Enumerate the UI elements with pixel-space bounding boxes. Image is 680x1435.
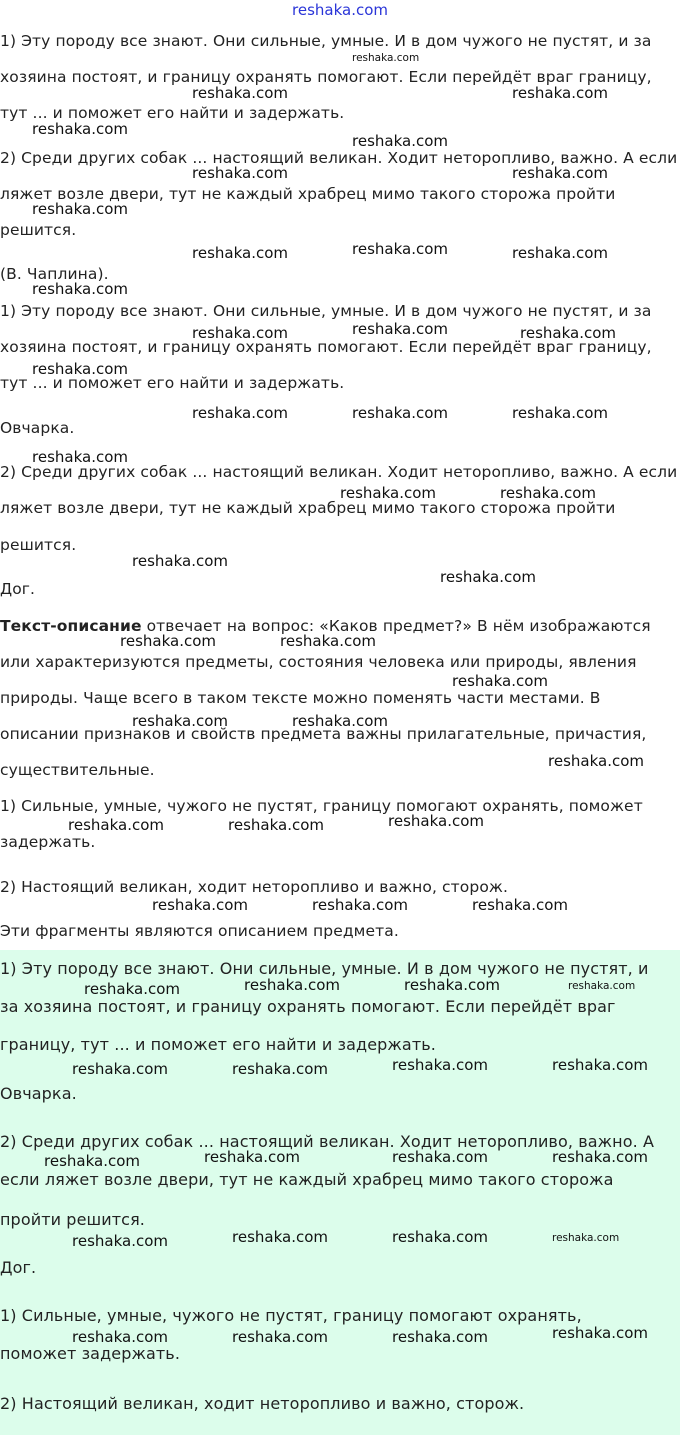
text-line: 2) Среди других собак ... настоящий великан. Ходит неторопливо, важно. А если [0,463,678,481]
watermark: reshaka.com [552,1148,648,1166]
watermark: reshaka.com [44,1152,140,1170]
text-line: 2) Настоящий великан, ходит неторопливо и важно, сторож. [0,878,509,896]
watermark: reshaka.com [440,568,536,586]
text-line: тут ... и поможет его найти и задержать. [0,374,345,392]
watermark: reshaka.com [352,132,448,150]
watermark: reshaka.com [392,1328,488,1346]
watermark: reshaka.com [512,404,608,422]
text-line: решится. [0,536,77,554]
watermark: reshaka.com [84,980,180,998]
text-line: ляжет возле двери, тут не каждый храбрец мимо такого сторожа пройти [0,185,616,203]
watermark: reshaka.com [132,552,228,570]
watermark: reshaka.com [232,1328,328,1346]
text-span: отвечает на вопрос: «Каков предмет?» В нём изображаются [146,617,651,635]
watermark: reshaka.com [192,164,288,182]
answer-line: поможет задержать. [0,1344,181,1363]
answer-line: Овчарка. [0,1084,77,1103]
text-line: ляжет возле двери, тут не каждый храбрец мимо такого сторожа пройти [0,499,616,517]
text-line: или характеризуются предметы, состояния человека или природы, явления [0,653,637,671]
watermark: reshaka.com [192,244,288,262]
watermark: reshaka.com [392,1148,488,1166]
watermark: reshaka.com [568,980,636,992]
watermark: reshaka.com [404,976,500,994]
answer-line: границу, тут ... и поможет его найти и задержать. [0,1035,436,1054]
watermark: reshaka.com [512,164,608,182]
text-line: природы. Чаще всего в таком тексте можно поменять части местами. В [0,689,601,707]
watermark: reshaka.com [472,896,568,914]
watermark: reshaka.com [192,84,288,102]
text-line: тут ... и поможет его найти и задержать. [0,104,345,122]
text-line: хозяина постоят, и границу охранять помогают. Если перейдёт враг границу, [0,68,652,86]
watermark: reshaka.com [132,712,228,730]
watermark: reshaka.com [32,120,128,138]
watermark: reshaka.com [352,52,420,64]
watermark: reshaka.com [32,360,128,378]
watermark: reshaka.com [512,84,608,102]
watermark: reshaka.com [352,320,448,338]
text-line: Овчарка. [0,419,75,437]
watermark: reshaka.com [192,324,288,342]
text-line: задержать. [0,833,96,851]
site-link[interactable]: reshaka.com [292,1,388,19]
watermark: reshaka.com [312,896,408,914]
watermark: reshaka.com [204,1148,300,1166]
text-line: 1) Эту породу все знают. Они сильные, умные. И в дом чужого не пустят, и за [0,302,652,320]
watermark: reshaka.com [388,812,484,830]
answer-line: 2) Настоящий великан, ходит неторопливо и важно, сторож. [0,1394,525,1413]
watermark: reshaka.com [32,280,128,298]
watermark: reshaka.com [192,404,288,422]
text-line: (В. Чаплина). [0,265,109,283]
text-line: Дог. [0,580,36,598]
text-line: 2) Среди других собак ... настоящий великан. Ходит неторопливо, важно. А если [0,149,678,167]
watermark: reshaka.com [552,1056,648,1074]
watermark: reshaka.com [352,404,448,422]
watermark: reshaka.com [548,752,644,770]
watermark: reshaka.com [244,976,340,994]
text-line: Эти фрагменты являются описанием предмета. [0,922,399,940]
watermark: reshaka.com [392,1056,488,1074]
watermark: reshaka.com [552,1324,648,1342]
answer-line: 2) Среди других собак ... настоящий великан. Ходит неторопливо, важно. А [0,1132,655,1151]
watermark: reshaka.com [520,324,616,342]
watermark: reshaka.com [120,632,216,650]
term-bold: Текст-описание [0,617,142,635]
answer-line: за хозяина постоят, и границу охранять помогают. Если перейдёт враг [0,997,616,1016]
watermark: reshaka.com [292,712,388,730]
watermark: reshaka.com [512,244,608,262]
watermark: reshaka.com [72,1328,168,1346]
text-line: описании признаков и свойств предмета важны прилагательные, причастия, [0,725,647,743]
text-line: существительные. [0,761,155,779]
watermark: reshaka.com [72,1060,168,1078]
answer-line: Дог. [0,1258,37,1277]
text-line: 1) Эту породу все знают. Они сильные, умные. И в дом чужого не пустят, и за [0,32,652,50]
watermark: reshaka.com [552,1232,620,1244]
watermark: reshaka.com [152,896,248,914]
answer-line: 1) Эту породу все знают. Они сильные, умные. И в дом чужого не пустят, и [0,959,649,978]
watermark: reshaka.com [340,484,436,502]
answer-line: пройти решится. [0,1210,145,1229]
watermark: reshaka.com [228,816,324,834]
watermark: reshaka.com [68,816,164,834]
watermark: reshaka.com [500,484,596,502]
text-line: 1) Сильные, умные, чужого не пустят, границу помогают охранять, поможет [0,797,643,815]
watermark: reshaka.com [452,672,548,690]
watermark: reshaka.com [232,1228,328,1246]
watermark: reshaka.com [392,1228,488,1246]
watermark: reshaka.com [280,632,376,650]
answer-line: 1) Сильные, умные, чужого не пустят, границу помогают охранять, [0,1306,582,1325]
text-line: решится. [0,221,77,239]
watermark: reshaka.com [32,200,128,218]
watermark: reshaka.com [352,240,448,258]
answer-line: если ляжет возле двери, тут не каждый храбрец мимо такого сторожа [0,1170,614,1189]
watermark: reshaka.com [232,1060,328,1078]
watermark: reshaka.com [72,1232,168,1250]
text-line: хозяина постоят, и границу охранять помогают. Если перейдёт враг границу, [0,338,652,356]
watermark: reshaka.com [32,448,128,466]
